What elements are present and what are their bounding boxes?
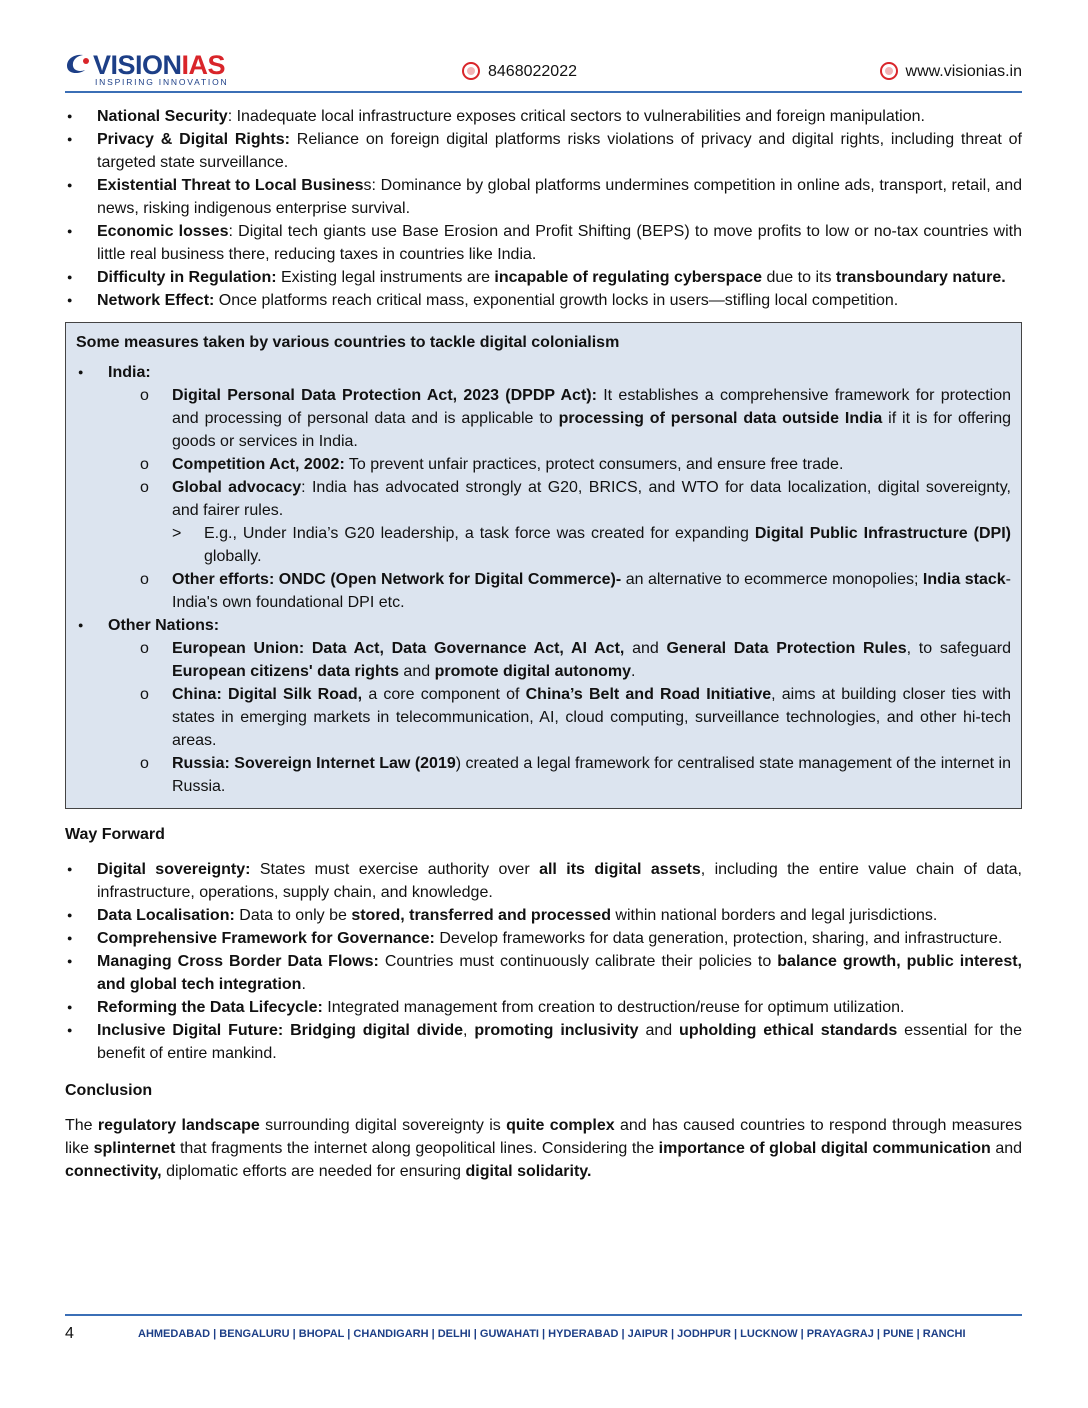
text-run: Countries must continuously calibrate their policies to: [378, 953, 778, 970]
way-forward-heading: Way Forward: [65, 826, 165, 843]
bold-text: Managing Cross Border Data Flows:: [97, 953, 379, 970]
measure-item: [140, 384, 1011, 453]
measure-subitem: [172, 522, 1011, 568]
text-run: , to safeguard: [906, 640, 1012, 657]
text-run: and: [624, 640, 667, 657]
visionias-logo: [65, 52, 228, 87]
bold-text: transboundary nature.: [835, 269, 1006, 286]
conclusion-paragraph: [65, 1114, 1022, 1183]
globe-icon: [880, 62, 898, 80]
bold-text: Difficulty in Regulation:: [97, 269, 277, 286]
text-run: and: [638, 1022, 680, 1039]
bold-text: digital solidarity.: [465, 1163, 592, 1180]
bold-text: regulatory landscape: [97, 1117, 260, 1134]
challenge-item: [65, 105, 1022, 128]
way-forward-item: [65, 950, 1022, 996]
challenge-item: [65, 289, 1022, 312]
measure-list: [108, 384, 1011, 614]
text-run: States must exercise authority over: [250, 861, 540, 878]
measure-item: [140, 568, 1011, 614]
header-divider: [65, 91, 1022, 93]
bold-text: Competition Act, 2002:: [172, 456, 345, 473]
measure-item: [140, 637, 1011, 683]
way-forward-item: [65, 1019, 1022, 1065]
logo-brand: VISION: [93, 50, 182, 80]
text-run: : Digital tech giants use Base Erosion and Profit Shifting (BEPS) to move profits to low or no-tax countries with little real business there, reducing taxes in countries like India.: [97, 223, 1023, 263]
text-run: Existing legal instruments are: [276, 269, 495, 286]
country-group-label: India:: [108, 364, 151, 381]
challenge-item: [65, 220, 1022, 266]
country-group: [76, 614, 1011, 798]
text-run: s: Dominance by global platforms undermines competition in online ads, transport, retail, and news, risking indigenous enterprise survival.: [97, 177, 1022, 217]
bold-text: Global advocacy: [172, 479, 302, 496]
footer-divider: [65, 1314, 1022, 1316]
text-run: E.g., Under India’s G20 leadership, a task force was created for expanding: [204, 525, 755, 542]
measure-item: [140, 453, 1011, 476]
text-run: a core component of: [362, 686, 526, 703]
header-website[interactable]: [880, 62, 1022, 81]
bold-text: India stack: [922, 571, 1006, 588]
bold-text: Inclusive Digital Future: Bridging digital divide: [97, 1022, 463, 1039]
measures-box: [65, 322, 1022, 809]
bold-text: European Union: Data Act, Data Governance Act, AI Act,: [172, 640, 625, 657]
header-phone: [462, 62, 577, 81]
bold-text: Russia: Sovereign Internet Law (2019: [172, 755, 456, 772]
page-number: 4: [65, 1325, 74, 1342]
text-run: an alternative to ecommerce monopolies;: [621, 571, 923, 588]
challenge-item: [65, 174, 1022, 220]
bold-text: upholding ethical standards: [679, 1022, 898, 1039]
bold-text: Digital Public Infrastructure (DPI): [754, 525, 1012, 542]
logo-swoosh-icon: [65, 52, 91, 74]
text-run: ,: [463, 1022, 475, 1039]
text-run: Integrated management from creation to destruction/reuse for optimum utilization.: [322, 999, 905, 1016]
bold-text: importance of global digital communication: [658, 1140, 991, 1157]
bold-text: Digital sovereignty:: [97, 861, 251, 878]
page-content: [65, 105, 1022, 1183]
measures-groups: [76, 361, 1011, 798]
bold-text: National Security: [97, 108, 228, 125]
text-run: Reliance on foreign digital platforms risks violations of privacy and digital rights, including threat of targeted state surveillance.: [97, 131, 1022, 171]
text-run: globally.: [204, 548, 262, 565]
way-forward-item: [65, 858, 1022, 904]
measure-list: [108, 637, 1011, 798]
text-run: diplomatic efforts are needed for ensuring: [161, 1163, 466, 1180]
bold-text: General Data Protection Rules: [666, 640, 907, 657]
text-run: Once platforms reach critical mass, exponential growth locks in users—stifling local competition.: [214, 292, 899, 309]
text-run: and has caused countries to respond through measures like: [65, 1117, 1023, 1157]
logo-brand-accent: IAS: [181, 50, 226, 80]
bold-text: Reforming the Data Lifecycle:: [97, 999, 323, 1016]
text-run: surrounding digital sovereignty is: [259, 1117, 507, 1134]
phone-icon: [462, 62, 480, 80]
bold-text: stored, transferred and processed: [351, 907, 611, 924]
way-forward-item: [65, 996, 1022, 1019]
bold-text: China: Digital Silk Road,: [172, 686, 363, 703]
footer-cities: AHMEDABAD | BENGALURU | BHOPAL | CHANDIGARH | DELHI | GUWAHATI | HYDERABAD | JAIPUR | JODHPUR | LUCKNOW | PRAYAGRAJ | PUNE | RANCHI: [138, 1328, 966, 1340]
bold-text: Digital Personal Data Protection Act, 2023 (DPDP Act):: [172, 387, 597, 404]
bold-text: Privacy & Digital Rights:: [97, 131, 290, 148]
measure-sublist: [172, 522, 1011, 568]
text-run: within national borders and legal jurisdictions.: [610, 907, 938, 924]
conclusion-heading: Conclusion: [65, 1082, 153, 1099]
logo-tagline: INSPIRING INNOVATION: [95, 77, 229, 87]
bold-text: Economic losses: [97, 223, 229, 240]
measure-item: [140, 476, 1011, 568]
bold-text: quite complex: [506, 1117, 615, 1134]
way-forward-item: [65, 904, 1022, 927]
bold-text: splinternet: [93, 1140, 176, 1157]
bold-text: China’s Belt and Road Initiative: [525, 686, 772, 703]
text-run: .: [301, 976, 306, 993]
text-run: .: [631, 663, 636, 680]
bold-text: connectivity,: [65, 1163, 162, 1180]
challenges-list: [65, 105, 1022, 312]
bold-text: promote digital autonomy: [434, 663, 632, 680]
bold-text: balance growth, public interest, and global tech integration: [97, 953, 1022, 993]
text-run: , aims at building closer ties with states in emerging markets in telecommunication, AI, cloud computing, surveillance technologies, and other hi-tech areas.: [172, 686, 1012, 749]
website-link[interactable]: www.visionias.in: [905, 63, 1022, 80]
text-run: and: [398, 663, 435, 680]
bold-text: Other efforts: ONDC (Open Network for Digital Commerce)-: [172, 571, 622, 588]
text-run: if it is for offering goods or services in India.: [172, 410, 1012, 450]
page-header: [65, 48, 1022, 92]
text-run: , including the entire value chain of data, infrastructure, operations, supply chain, and knowledge.: [97, 861, 1022, 901]
bold-text: all its digital assets: [539, 861, 701, 878]
way-forward-list: [65, 858, 1022, 1065]
bold-text: promoting inclusivity: [474, 1022, 639, 1039]
bold-text: Existential Threat to Local Busines: [97, 177, 364, 194]
text-run: The: [65, 1117, 98, 1134]
measures-box-title: Some measures taken by various countries to tackle digital colonialism: [76, 334, 620, 351]
text-run: : India has advocated strongly at G20, BRICS, and WTO for data localization, digital sovereignty, and fairer rules.: [172, 479, 1011, 519]
text-run: essential for the benefit of entire mankind.: [97, 1022, 1022, 1062]
challenge-item: [65, 128, 1022, 174]
bold-text: incapable of regulating cyberspace: [494, 269, 763, 286]
challenge-item: [65, 266, 1022, 289]
way-forward-item: [65, 927, 1022, 950]
text-run: Develop frameworks for data generation, protection, sharing, and infrastructure.: [434, 930, 1003, 947]
text-run: : Inadequate local infrastructure exposes critical sectors to vulnerabilities and foreign manipulation.: [227, 108, 925, 125]
measure-item: [140, 683, 1011, 752]
bold-text: processing of personal data outside India: [558, 410, 883, 427]
measure-item: [140, 752, 1011, 798]
text-run: that fragments the internet along geopolitical lines. Considering the: [175, 1140, 659, 1157]
country-group: [76, 361, 1011, 614]
text-run: Data to only be: [234, 907, 352, 924]
text-run: and: [990, 1140, 1023, 1157]
bold-text: Network Effect:: [97, 292, 215, 309]
phone-number: 8468022022: [488, 63, 577, 80]
bold-text: Data Localisation:: [97, 907, 235, 924]
bold-text: European citizens' data rights: [172, 663, 399, 680]
text-run: It establishes a comprehensive framework for protection and processing of personal data and is applicable to: [172, 387, 1011, 427]
text-run: due to its: [762, 269, 836, 286]
bold-text: Comprehensive Framework for Governance:: [97, 930, 435, 947]
text-run: - India's own foundational DPI etc.: [172, 571, 1011, 611]
text-run: To prevent unfair practices, protect consumers, and ensure free trade.: [344, 456, 844, 473]
country-group-label: Other Nations:: [108, 617, 220, 634]
text-run: ) created a legal framework for centralised state management of the internet in Russia.: [172, 755, 1011, 795]
